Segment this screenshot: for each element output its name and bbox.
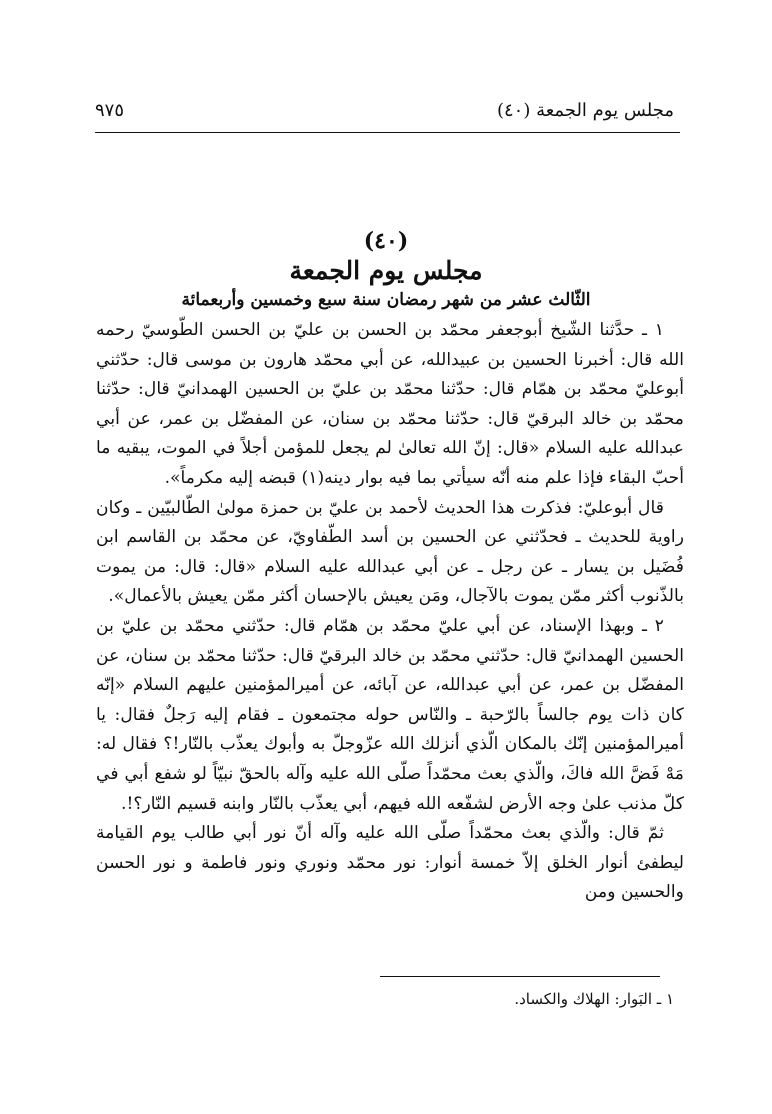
running-title: مجلس يوم الجمعة (٤٠) bbox=[496, 100, 674, 121]
page-number: ٩٧٥ bbox=[95, 100, 125, 121]
footnote: ١ ـ البَوار: الهلاك والكساد. bbox=[514, 990, 674, 1008]
header-rule bbox=[95, 132, 680, 133]
footnote-rule bbox=[380, 976, 660, 977]
paragraph-1: ١ ـ حدَّثنا الشّيخ أبوجعفر محمّد بن الحسن بن عليّ بن الحسن الطّوسيّ رحمه الله قال: أخبرنا الحسين بن عبيدالله، عن أبي محمّد هارون بن موسى قال: حدّثني أبوعليّ محمّد بن همّام قال: حدّثنا محمّد بن عليّ بن الحسين الهمدانيّ قال: حدّثنا محمّد بن خالد البرقيّ قال: حدّثنا محمّد بن سنان، عن المفضّل بن عمر، عن أبي عبدالله عليه السلام «قال: إنّ الله تعالىٰ لم يجعل للمؤمن أجلاً في الموت، يبقيه ما أحبّ البقاء فإذا علم منه أنّه سيأتي بما فيه بوار دينه(١) قبضه إليه مكرماً». bbox=[96, 320, 684, 488]
chapter-title: مجلس يوم الجمعة bbox=[289, 256, 483, 285]
chapter-number: (٤٠) bbox=[363, 228, 409, 254]
paragraph-3: ٢ ـ وبهذا الإسناد، عن أبي عليّ محمّد بن همّام قال: حدّثني محمّد بن عليّ بن الحسين الهمدانيّ قال: حدّثني محمّد بن خالد البرقيّ قال: حدّثنا محمّد بن سنان، عن المفضّل بن عمر، عن أبي عبدالله، عن آبائه، عن أميرالمؤمنين عليهم السلام «إنّه كان ذات يوم جالساً بالرّحبة ـ والنّاس حوله مجتمعون ـ فقام إليه رَجلٌ فقال: يا أميرالمؤمنين إنّك بالمكان الّذي أنزلك الله عزّوجلّ به وأبوك يعذّب بالنّار!؟ فقال له: مَهْ فَضَّ الله فاكَ، والّذي بعث محمّداً صلّى الله عليه وآله بالحقّ نبيّاً لو شفع أبي في كلّ مذنب علىٰ وجه الأرض لشفّعه الله فيهم، أبي يعذّب بالنّار وابنه قسيم النّار؟!. bbox=[96, 615, 684, 814]
chapter-date: الثّالث عشر من شهر رمضان سنة سبع وخمسين وأربعمائة bbox=[181, 290, 591, 310]
paragraph-4: ثمّ قال: والّذي بعث محمّداً صلّى الله عليه وآله أنّ نور أبي طالب يوم القيامة ليطفئ أنوار الخلق إلاّ خمسة أنوار: نور محمّد ونوري ونور فاطمة و نور الحسن والحسين ومن bbox=[96, 823, 684, 903]
paragraph-2: قال أبوعليّ: فذكرت هذا الحديث لأحمد بن عليّ بن حمزة مولىٰ الطّالبيّين ـ وكان راوية للحديث ـ فحدّثني عن الحسين بن أسد الطّفاويّ، عن محمّد بن القاسم ابن فُضَيل بن يسار ـ عن رجل ـ عن أبي عبدالله عليه السلام «قال: قال: من يموت بالذّنوب أكثر ممّن يموت بالآجال، ومَن يعيش بالإحسان أكثر ممّن يعيش بالأعمال». bbox=[96, 497, 684, 607]
body-text bbox=[96, 316, 684, 908]
